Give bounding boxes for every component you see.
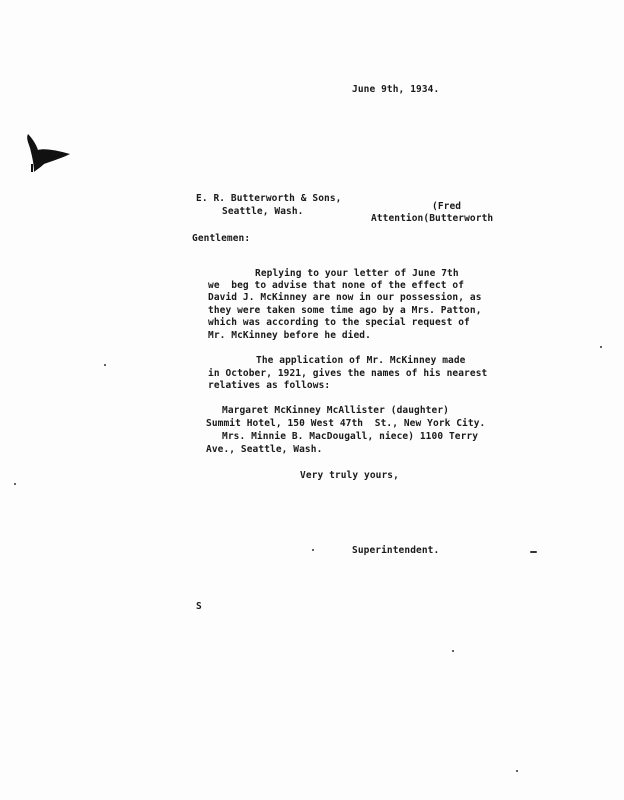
paragraph-line: David J. McKinney are now in our possession, as: [208, 292, 482, 303]
recipient-city: Seattle, Wash.: [222, 206, 304, 217]
letter-date: June 9th, 1934.: [352, 84, 440, 95]
scan-speck: [452, 650, 454, 652]
typist-initial: S: [196, 601, 202, 612]
paragraph-line: they were taken some time ago by a Mrs. Patton,: [208, 305, 482, 316]
relative-line: Mrs. Minnie B. MacDougall, niece) 1100 Terry: [222, 431, 479, 442]
recipient-name: E. R. Butterworth & Sons,: [196, 193, 342, 204]
scan-speck: [312, 549, 314, 551]
salutation: Gentlemen:: [192, 233, 251, 244]
ink-blot-mark: [22, 128, 78, 174]
closing: Very truly yours,: [300, 470, 399, 481]
paragraph-line: Mr. McKinney before he died.: [208, 330, 371, 341]
paragraph-line: Replying to your letter of June 7th: [255, 268, 459, 279]
attention-line-1: (Fred: [432, 201, 462, 212]
scan-speck: [104, 364, 106, 366]
paragraph-line: we beg to advise that none of the effect of: [208, 280, 465, 291]
attention-line-2: Attention(Butterworth: [371, 213, 494, 224]
relative-line: Summit Hotel, 150 West 47th St., New York City.: [206, 418, 486, 429]
paragraph-line: in October, 1921, gives the names of his nearest: [208, 368, 488, 379]
scan-speck: [516, 770, 518, 772]
relative-line: Margaret McKinney McAllister (daughter): [222, 405, 449, 416]
scan-speck: [600, 346, 602, 348]
scan-speck: [530, 551, 537, 553]
paragraph-line: relatives as follows:: [208, 380, 331, 391]
signature-title: Superintendent.: [352, 545, 440, 556]
relative-line: Ave., Seattle, Wash.: [206, 444, 323, 455]
paragraph-line: which was according to the special request of: [208, 317, 470, 328]
scan-speck: [14, 483, 16, 485]
paragraph-line: The application of Mr. McKinney made: [256, 355, 466, 366]
